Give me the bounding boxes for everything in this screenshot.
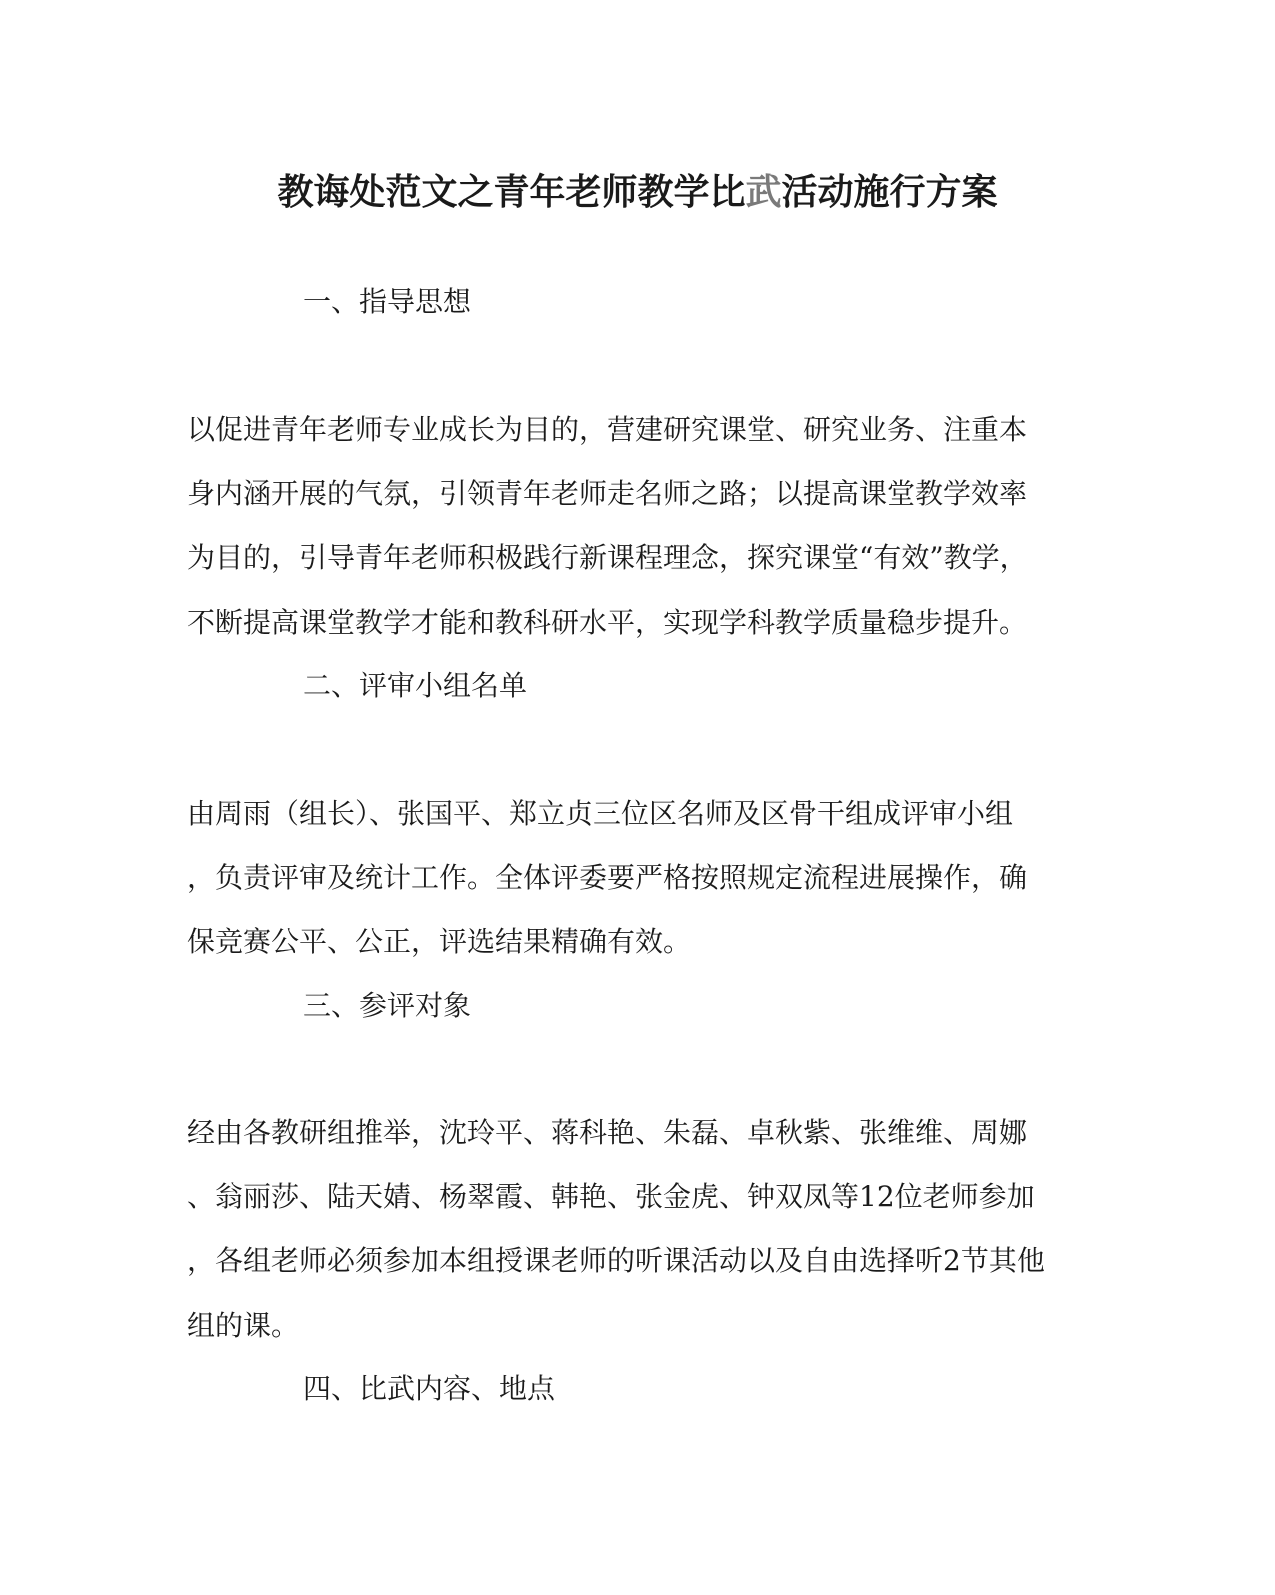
- paragraph-line: 不断提高课堂教学才能和教科研水平，实现学科教学质量稳步提升。: [187, 606, 1028, 639]
- paragraph-line: 、翁丽莎、陆天婧、杨翠霞、韩艳、张金虎、钟双凤等12位老师参加: [187, 1180, 1035, 1213]
- paragraph-line: ，负责评审及统计工作。全体评委要严格按照规定流程进展操作，确: [187, 861, 1028, 894]
- section-heading-participants: 三、参评对象: [303, 989, 472, 1022]
- paragraph-line: ，各组老师必须参加本组授课老师的听课活动以及自由选择听2节其他: [187, 1244, 1045, 1277]
- section-heading-guiding-ideology: 一、指导思想: [303, 285, 472, 318]
- paragraph-line: 经由各教研组推举，沈玲平、蒋科艳、朱磊、卓秋紫、张维维、周娜: [187, 1116, 1028, 1149]
- paragraph-line: 为目的，引导青年老师积极践行新课程理念，探究课堂“有效”教学，: [187, 541, 1028, 574]
- title-text-2: 武: [745, 171, 782, 213]
- section-heading-contest-content-location: 四、比武内容、地点: [303, 1372, 556, 1405]
- document-title: [0, 162, 1275, 222]
- title-text-1: 教诲处范文之青年老师教学比: [277, 171, 746, 213]
- paragraph-line: 由周雨（组长）、张国平、郑立贞三位区名师及区骨干组成评审小组: [187, 797, 1014, 830]
- section-heading-review-panel: 二、评审小组名单: [303, 669, 528, 702]
- title-text-3: 活动施行方案: [781, 171, 998, 213]
- paragraph-line: 以促进青年老师专业成长为目的，营建研究课堂、研究业务、注重本: [187, 413, 1028, 446]
- paragraph-line: 保竞赛公平、公正，评选结果精确有效。: [187, 925, 692, 958]
- paragraph-line: 组的课。: [187, 1309, 300, 1342]
- paragraph-line: 身内涵开展的气氛，引领青年老师走名师之路；以提高课堂教学效率: [187, 477, 1028, 510]
